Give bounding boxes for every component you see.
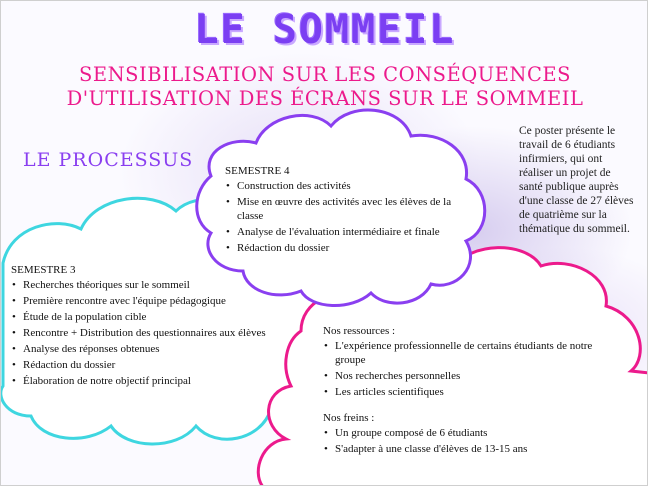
- list-item: • Construction des activités: [225, 179, 455, 193]
- poster-title: LE SOMMEIL: [194, 7, 456, 53]
- list-item: • Recherches théoriques sur le sommeil: [11, 278, 311, 292]
- semestre3-panel: [11, 263, 311, 390]
- semestre4-list: [225, 179, 455, 255]
- semestre3-heading: SEMESTRE 3: [11, 264, 76, 276]
- semestre4-panel: [225, 164, 455, 257]
- spacer: [323, 401, 623, 411]
- list-item: • Mise en œuvre des activités avec les élèves de la classe: [225, 195, 455, 223]
- semestre3-list: [11, 278, 311, 388]
- list-item: • Analyse des réponses obtenues: [11, 342, 311, 356]
- list-item: • Les articles scientifiques: [323, 385, 623, 399]
- list-item: • Rédaction du dossier: [225, 241, 455, 255]
- ressources-panel: [323, 324, 623, 458]
- list-item: • Première rencontre avec l'équipe pédagogique: [11, 294, 311, 308]
- freins-list: [323, 426, 623, 456]
- ressources-heading: Nos ressources :: [323, 325, 396, 337]
- list-item: • Un groupe composé de 6 étudiants: [323, 426, 623, 440]
- section-heading-processus: LE PROCESSUS: [23, 149, 194, 171]
- freins-heading: Nos freins :: [323, 412, 375, 424]
- list-item: • Rédaction du dossier: [11, 358, 311, 372]
- ressources-list: [323, 339, 623, 399]
- semestre4-heading: SEMESTRE 4: [225, 165, 290, 177]
- subtitle-line-2: D'UTILISATION DES ÉCRANS SUR LE SOMMEIL: [66, 87, 584, 110]
- list-item: • Nos recherches personnelles: [323, 369, 623, 383]
- intro-paragraph: Ce poster présente le travail de 6 étudiants infirmiers, qui ont réaliser un projet de santé publique auprès d'une classe de 27 élèves de quatrième sur la thématique du sommeil.: [519, 125, 634, 235]
- subtitle-line-1: SENSIBILISATION SUR LES CONSÉQUENCES: [79, 63, 571, 86]
- list-item: • Étude de la population cible: [11, 310, 311, 324]
- list-item: • Rencontre + Distribution des questionnaires aux élèves: [11, 326, 311, 340]
- list-item: • L'expérience professionnelle de certains étudiants de notre groupe: [323, 339, 623, 367]
- list-item: • S'adapter à une classe d'élèves de 13-15 ans: [323, 442, 623, 456]
- list-item: • Analyse de l'évaluation intermédiaire et finale: [225, 225, 455, 239]
- list-item: • Élaboration de notre objectif principal: [11, 374, 311, 388]
